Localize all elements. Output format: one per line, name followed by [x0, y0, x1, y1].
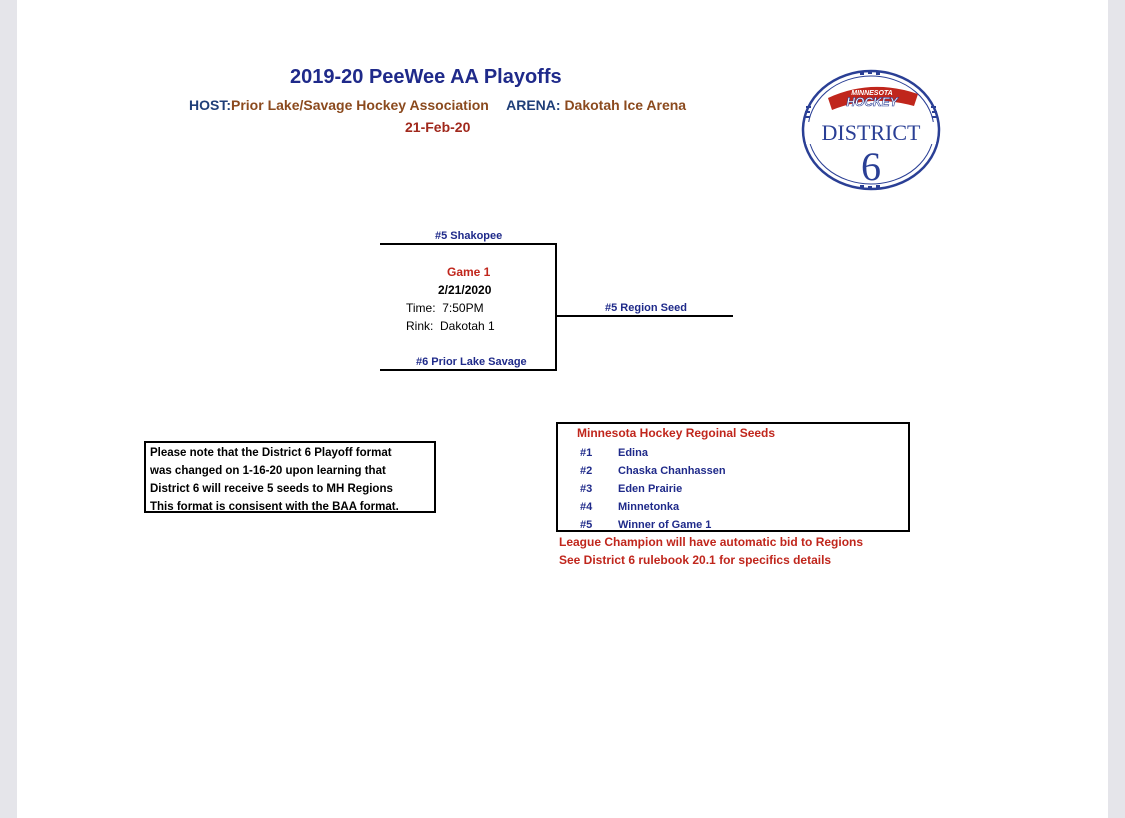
bracket-bottom-team: #6 Prior Lake Savage — [416, 356, 527, 368]
bracket-top-team: #5 Shakopee — [435, 230, 503, 242]
bracket-top-line — [380, 243, 557, 245]
seed-team: Eden Prairie — [618, 483, 683, 495]
arena-value: Dakotah Ice Arena — [564, 97, 687, 113]
host-label: HOST: — [189, 97, 231, 113]
seed-number: #3 — [580, 483, 593, 495]
logo-district-word: DISTRICT — [821, 120, 921, 145]
format-note — [144, 441, 436, 513]
game-rink-label: Rink: — [406, 319, 434, 333]
seed-number: #1 — [580, 447, 593, 459]
event-date: 21-Feb-20 — [405, 119, 471, 135]
game-title: Game 1 — [447, 265, 491, 279]
seed-number: #4 — [580, 501, 593, 513]
bracket-connector — [555, 243, 557, 370]
note-line: Please note that the District 6 Playoff format — [150, 447, 392, 459]
note-line: This format is consisent with the BAA format. — [150, 501, 399, 513]
seed-number: #2 — [580, 465, 593, 477]
note-line: was changed on 1-16-20 upon learning that — [150, 465, 386, 477]
logo-district-number: 6 — [861, 144, 881, 189]
game-time — [406, 301, 484, 315]
game-rink — [406, 319, 495, 333]
district-logo — [800, 68, 942, 192]
game-date: 2/21/2020 — [438, 283, 492, 297]
seed-team: Winner of Game 1 — [618, 519, 712, 531]
arena-label: ARENA: — [506, 97, 561, 113]
seed-team: Minnetonka — [618, 501, 680, 513]
game-time-value: 7:50PM — [442, 301, 484, 315]
bracket-bottom-line — [380, 369, 557, 371]
seed-team: Chaska Chanhassen — [618, 465, 726, 477]
page-title: 2019-20 PeeWee AA Playoffs — [290, 66, 562, 88]
document-page — [17, 0, 1108, 818]
game-time-label: Time: — [406, 301, 436, 315]
host-line — [189, 97, 686, 113]
host-value: Prior Lake/Savage Hockey Association — [231, 97, 489, 113]
seed-number: #5 — [580, 519, 593, 531]
footnote-auto-bid: League Champion will have automatic bid to Regions — [559, 535, 864, 549]
note-line: District 6 will receive 5 seeds to MH Regions — [150, 483, 393, 495]
regional-seeds-box — [556, 422, 910, 532]
logo-brand-bottom: HOCKEY — [846, 95, 898, 109]
bracket-winner-line — [555, 315, 733, 317]
logo-brand-top: MINNESOTA — [851, 90, 893, 97]
bracket-winner-slot: #5 Region Seed — [605, 302, 687, 314]
seed-team: Edina — [618, 447, 648, 459]
game-rink-value: Dakotah 1 — [440, 319, 495, 333]
footnote-rulebook: See District 6 rulebook 20.1 for specifics details — [559, 553, 832, 567]
seeds-title: Minnesota Hockey Regoinal Seeds — [577, 426, 776, 440]
